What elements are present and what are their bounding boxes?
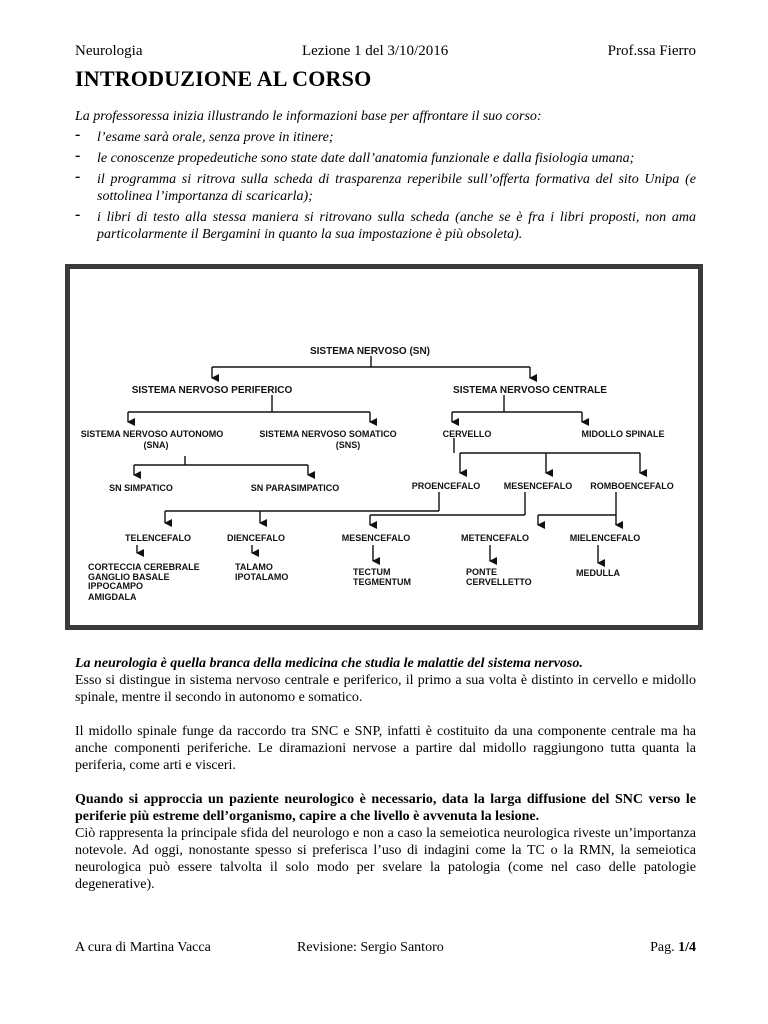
footer-page (650, 940, 696, 956)
paragraph-2: Il midollo spinale funge da raccordo tra SNC e SNP, infatti è costituito da una componente centrale ma ha anche componenti periferiche. Le diramazioni nervose a partire dal midollo raggiungono tutta quanta la periferia, come arti e visceri. (75, 724, 696, 773)
header-subject: Neurologia (75, 43, 143, 59)
diagram-mesencefalo: MESENCEFALO (341, 533, 411, 543)
bullet-text: l’esame sarà orale, senza prove in itinere; (97, 130, 334, 145)
diagram-corteccia: CORTECCIA CEREBRALE (88, 562, 200, 572)
diagram-diencefalo: DIENCEFALO (226, 533, 286, 543)
paragraph-1 (75, 655, 696, 706)
dash-icon: - (75, 168, 81, 185)
diagram-centrale: SISTEMA NERVOSO CENTRALE (453, 385, 607, 396)
footer-revision: Revisione: Sergio Santoro (297, 940, 444, 955)
dash-icon: - (75, 126, 81, 143)
paragraph-3-text: Ciò rappresenta la principale sfida del neurologo e non a caso la semeiotica neurologica riveste un’importanza notevole. Ad oggi, nonostante spesso si preferisca l’uso di indagini come la TC o la RMN, la semeiotica neurologica può essere talvolta il solo modo per svelare la patologia (come nel caso delle patologie degenerative). (75, 826, 696, 892)
diagram-ippocampo: IPPOCAMPO (88, 581, 144, 591)
diagram-autonomo: SISTEMA NERVOSO AUTONOMO (80, 429, 224, 439)
footer-author: A cura di Martina Vacca (75, 940, 211, 955)
diagram-tectum: TECTUM (353, 567, 391, 577)
bullet-text: il programma si ritrova sulla scheda di trasparenza reperibile sull’offerta formativa del sito Unipa (e sottolinea l’importanza di scaricarla); (97, 172, 696, 204)
diagram-midollo: MIDOLLO SPINALE (581, 429, 665, 439)
diagram-talamo: TALAMO (235, 562, 273, 572)
diagram-parasimpatico: SN PARASIMPATICO (250, 483, 340, 493)
paragraph-3 (75, 791, 696, 893)
paragraph-3-heading: Quando si approccia un paziente neurologico è necessario, data la larga diffusione del SNC verso le periferie più estreme dell’organismo, capire a che livello è avvenuta la lesione. (75, 792, 696, 824)
diagram-metencefalo: METENCEFALO (460, 533, 530, 543)
header-lesson: Lezione 1 del 3/10/2016 (302, 43, 449, 59)
diagram-ponte: PONTE (466, 567, 498, 577)
diagram-periferico: SISTEMA NERVOSO PERIFERICO (131, 385, 293, 396)
diagram-sna: (SNA) (143, 440, 169, 450)
paragraph-1-heading: La neurologia è quella branca della medicina che studia le malattie del sistema nervoso. (75, 656, 583, 671)
diagram-cervello: CERVELLO (442, 429, 492, 439)
diagram-romboencefalo: ROMBOENCEFALO (590, 481, 674, 491)
diagram-ipotalamo: IPOTALAMO (235, 572, 289, 582)
list-item (75, 168, 696, 205)
intro-text: La professoressa inizia illustrando le informazioni base per affrontare il suo corso: (75, 109, 542, 124)
diagram-mielencefalo: MIELENCEFALO (569, 533, 641, 543)
header-professor: Prof.ssa Fierro (607, 43, 696, 59)
diagram-somatico: SISTEMA NERVOSO SOMATICO (259, 429, 397, 439)
bullet-list (75, 126, 696, 247)
nervous-system-diagram (65, 264, 703, 630)
diagram-medulla: MEDULLA (576, 568, 620, 578)
diagram-amigdala: AMIGDALA (88, 592, 137, 602)
paragraph-1-text: Esso si distingue in sistema nervoso centrale e periferico, il primo a sua volta è distinto in cervello e midollo spinale, mentre il secondo in autonomo e somatico. (75, 673, 696, 705)
list-item (75, 206, 696, 243)
footer-page-label: Pag. (650, 940, 675, 955)
dash-icon: - (75, 147, 81, 164)
diagram-ganglio: GANGLIO BASALE (88, 572, 170, 582)
list-item (75, 126, 696, 146)
diagram-proencefalo: PROENCEFALO (411, 481, 481, 491)
diagram-sns: (SNS) (335, 440, 361, 450)
diagram-canvas (70, 269, 698, 625)
list-item (75, 147, 696, 167)
diagram-tegmentum: TEGMENTUM (353, 577, 411, 587)
diagram-simpatico: SN SIMPATICO (109, 483, 173, 493)
dash-icon: - (75, 206, 81, 223)
bullet-text: le conoscenze propedeutiche sono state date dall’anatomia funzionale e dalla fisiologia umana; (97, 151, 635, 166)
diagram-cervelletto: CERVELLETTO (466, 577, 532, 587)
diagram-svg (70, 269, 698, 625)
diagram-root: SISTEMA NERVOSO (SN) (309, 346, 431, 357)
page-title: INTRODUZIONE AL CORSO (75, 66, 372, 91)
footer-page-number: 1/4 (678, 940, 696, 955)
diagram-mesencefalo-top: MESENCEFALO (503, 481, 573, 491)
bullet-text: i libri di testo alla stessa maniera si ritrovano sulla scheda (anche se è fra i libri proposti, non ama particolarmente il Bergamini in quanto la sua impostazione è più obsoleta). (97, 210, 696, 242)
diagram-telencefalo: TELENCEFALO (124, 533, 192, 543)
